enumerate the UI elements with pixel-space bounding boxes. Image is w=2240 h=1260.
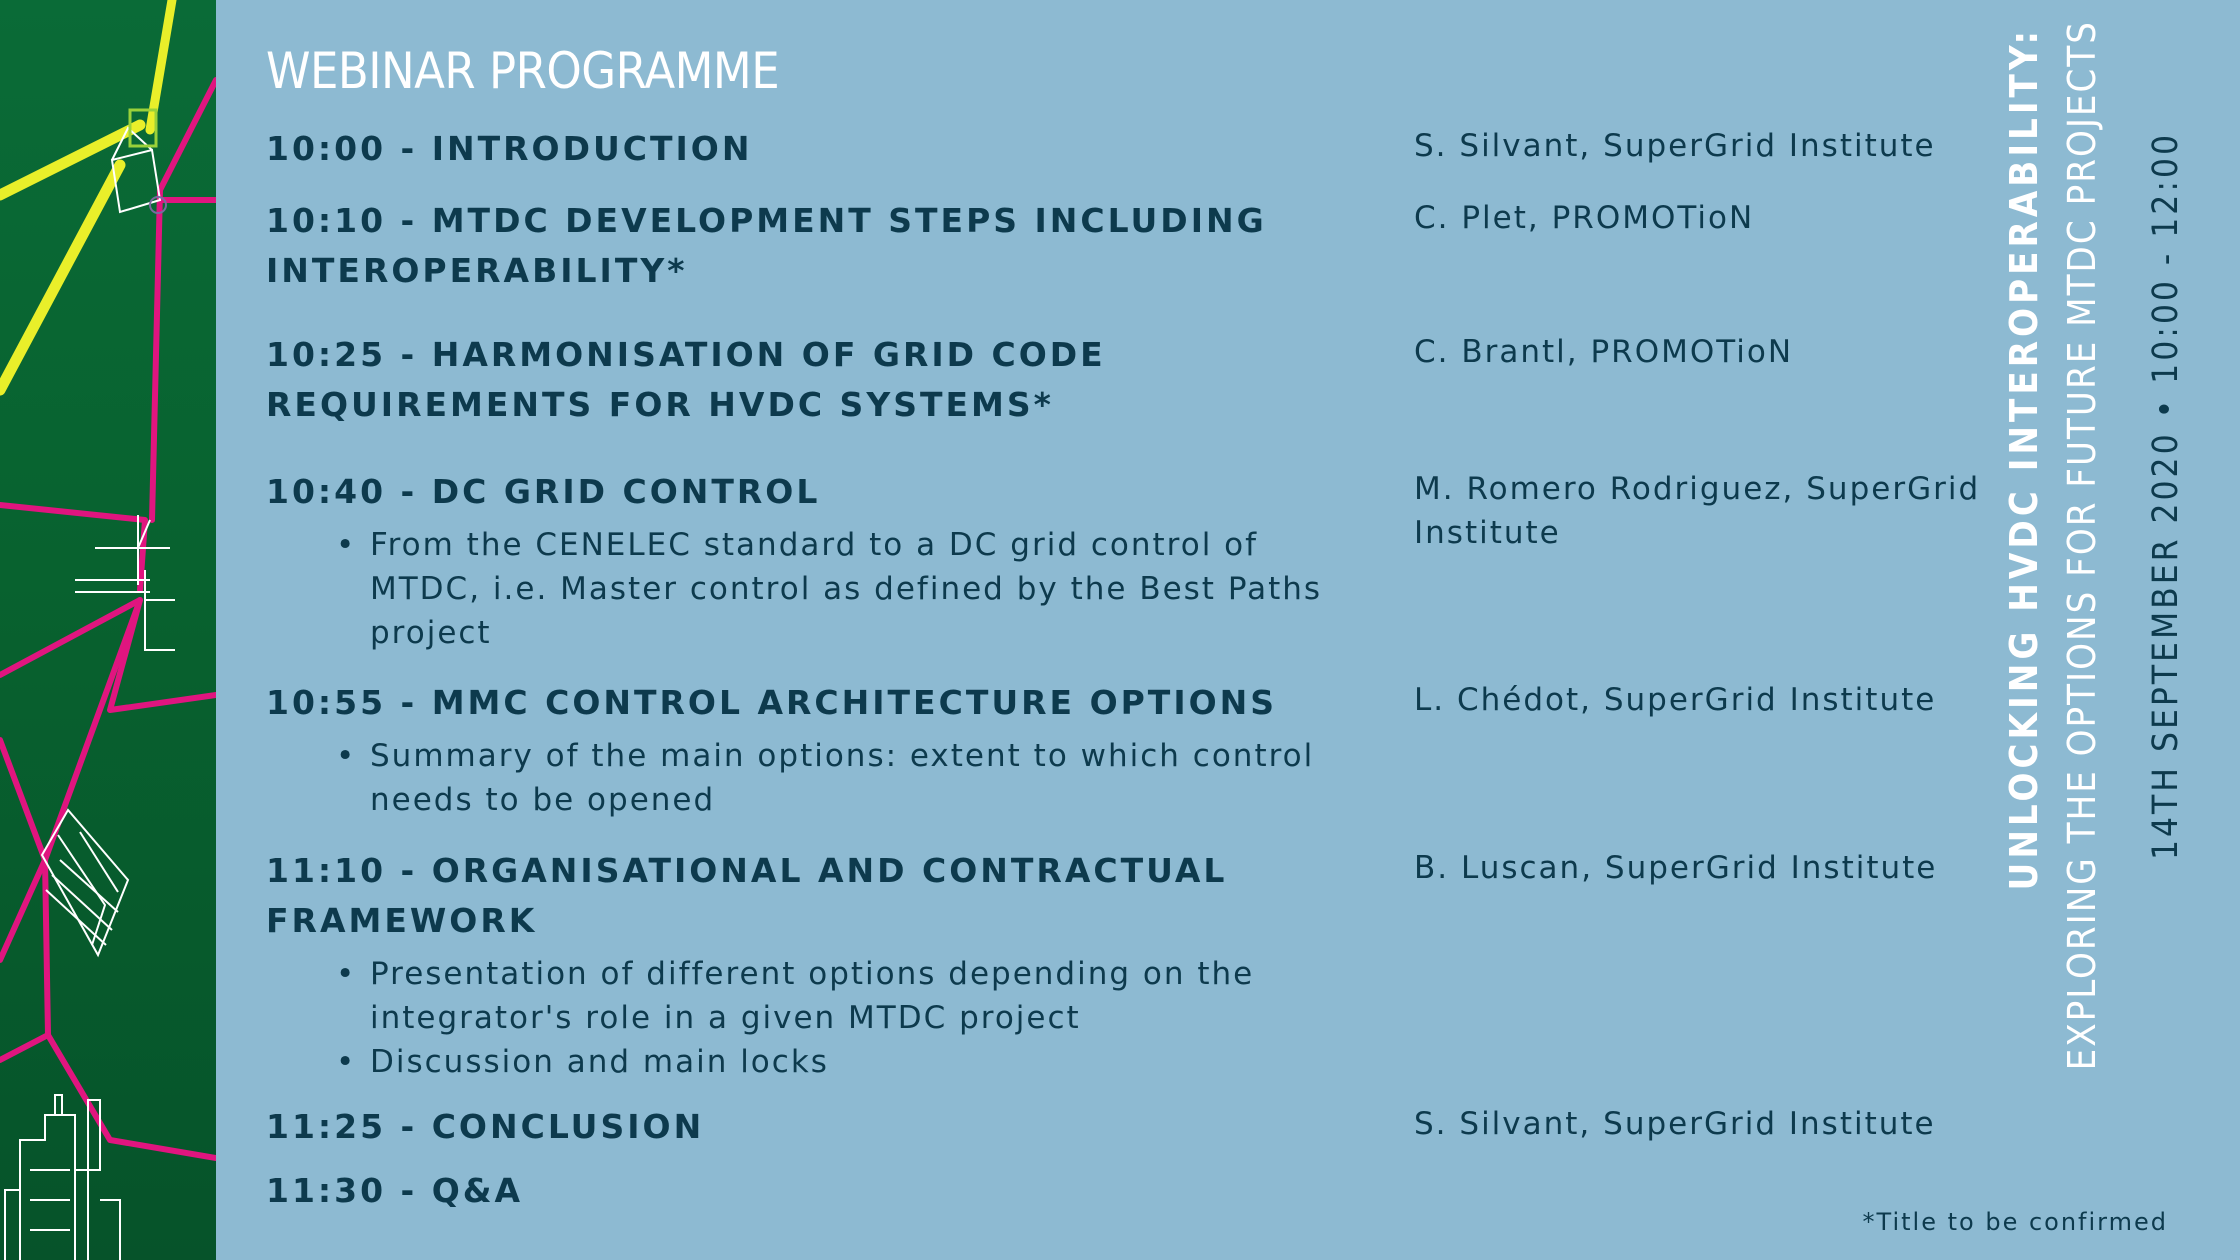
bullet-item: • Presentation of different options depending on the integrator's role in a given MTDC project	[336, 952, 1346, 1040]
event-date: 14TH SEPTEMBER 2020 • 10:00 - 12:00	[2146, 131, 2186, 860]
footnote: *Title to be confirmed	[1862, 1208, 2168, 1236]
bullet-item: • Discussion and main locks	[336, 1040, 1346, 1084]
item-speaker: C. Plet, PROMOTioN	[1414, 200, 1755, 236]
bullet-item: • From the CENELEC standard to a DC grid control of MTDC, i.e. Master control as defined by the Best Paths project	[336, 523, 1346, 655]
programme-content	[216, 0, 1996, 1260]
programme-item	[266, 467, 2166, 655]
item-speaker: L. Chédot, SuperGrid Institute	[1414, 682, 1937, 718]
event-sidebar	[2002, 19, 2232, 1070]
item-speaker: S. Silvant, SuperGrid Institute	[1414, 128, 1936, 164]
item-speaker: C. Brantl, PROMOTioN	[1414, 334, 1794, 370]
power-grid-illustration	[0, 0, 216, 1260]
item-title: 11:30 - Q&A	[266, 1171, 524, 1210]
item-title: 10:55 - MMC CONTROL ARCHITECTURE OPTIONS	[266, 683, 1278, 722]
decorative-grid-panel	[0, 0, 216, 1260]
page-title: WEBINAR PROGRAMME	[266, 42, 780, 100]
city-buildings-icon	[5, 1095, 120, 1260]
item-bullets	[266, 952, 1346, 1084]
item-title: 10:00 - INTRODUCTION	[266, 129, 753, 168]
item-title: 10:40 - DC GRID CONTROL	[266, 472, 821, 511]
solar-panel-icon	[42, 810, 128, 955]
item-speaker: S. Silvant, SuperGrid Institute	[1414, 1106, 1936, 1142]
item-bullets	[266, 523, 1346, 655]
item-speaker: B. Luscan, SuperGrid Institute	[1414, 850, 1938, 886]
item-speaker: M. Romero Rodriguez, SuperGrid Institute	[1414, 471, 1981, 551]
programme-item	[266, 330, 2166, 430]
item-title: 10:25 - HARMONISATION OF GRID CODE REQUIREMENTS FOR HVDC SYSTEMS*	[266, 335, 1106, 424]
programme-item	[266, 1102, 2166, 1152]
item-title: 10:10 - MTDC DEVELOPMENT STEPS INCLUDING INTEROPERABILITY*	[266, 201, 1267, 290]
event-title: UNLOCKING HVDC INTEROPERABILITY:	[2002, 26, 2046, 890]
item-title: 11:25 - CONCLUSION	[266, 1107, 705, 1146]
bullet-item: • Summary of the main options: extent to which control needs to be opened	[336, 734, 1346, 822]
programme-item	[266, 678, 2166, 822]
item-title: 11:10 - ORGANISATIONAL AND CONTRACTUAL FRAMEWORK	[266, 851, 1228, 940]
item-bullets	[266, 734, 1346, 822]
event-subtitle: EXPLORING THE OPTIONS FOR FUTURE MTDC PROJECTS	[2060, 19, 2104, 1070]
programme-item	[266, 846, 2166, 1084]
programme-item	[266, 124, 2166, 174]
programme-item	[266, 196, 2166, 296]
